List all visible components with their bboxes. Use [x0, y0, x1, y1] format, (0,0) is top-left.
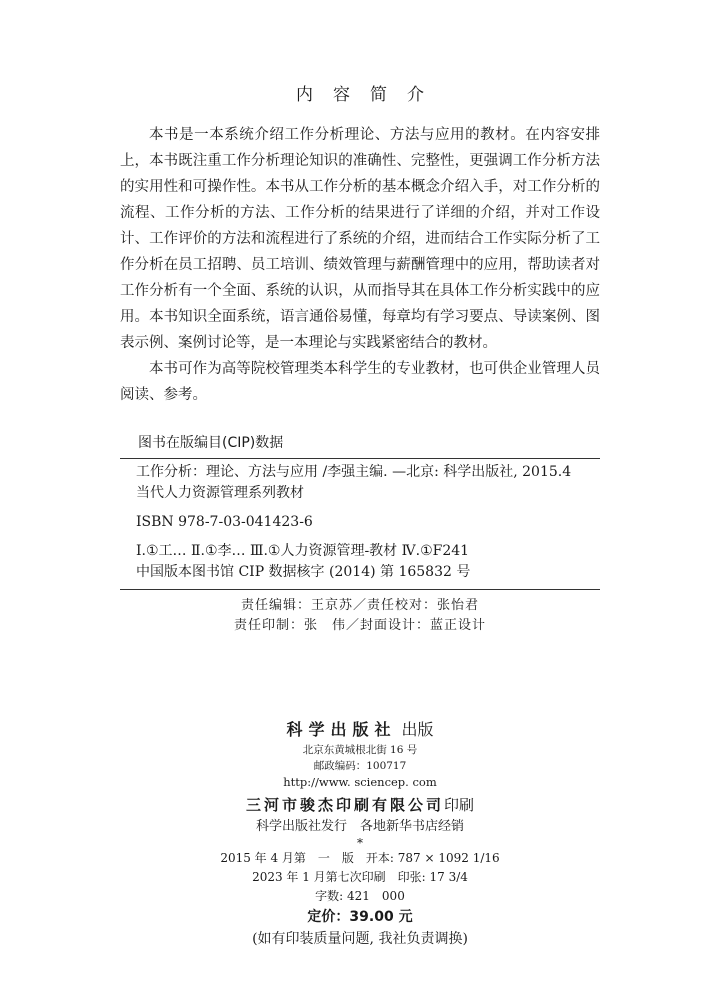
publisher-address: 北京东黄城根北街 16 号: [302, 744, 418, 756]
cip-bottom-rule: [120, 589, 600, 590]
intro-paragraph-2: 本书可作为高等院校管理类本科学生的专业教材，也可供企业管理人员阅读、参考。: [120, 361, 600, 403]
credits-line-2: 责任印制：张 伟／封面设计：蓝正设计: [233, 618, 486, 633]
cip-title-line: 工作分析：理论、方法与应用 /李强主编. —北京: 科学出版社, 2015.4: [136, 464, 572, 480]
publisher-suffix: 出版: [401, 720, 434, 739]
separator-star: *: [357, 836, 363, 850]
cip-label: 图书在版编目(CIP)数据: [138, 435, 284, 451]
cip-record-number: 中国版本图书馆 CIP 数据核字 (2014) 第 165832 号: [136, 564, 471, 580]
page-title: 内容简介: [296, 85, 444, 105]
cip-data: [136, 462, 596, 583]
publisher-line: [0, 718, 720, 742]
price: 定价：39.00 元: [307, 909, 413, 925]
distribution-line: 科学出版社发行 各地新华书店经销: [255, 819, 464, 834]
quality-notice: (如有印装质量问题, 我社负责调换): [252, 931, 468, 947]
publisher-url: http://www. sciencep. com: [283, 775, 437, 789]
printer-line: [0, 793, 720, 817]
intro-paragraph-1: 本书是一本系统介绍工作分析理论、方法与应用的教材。在内容安排上，本书既注重工作分析理论知识的准确性、完整性，更强调工作分析方法的实用性和可操作性。本书从工作分析的基本概念介绍入手，对工作分析的流程、工作分析的方法、工作分析的结果进行了详细的介绍，并对工作设计、工作评价的方法和流程进行了系统的介绍，进而结合工作实际分析了工作分析在员工招聘、员工培训、绩效管理与薪酬管理中的应用，帮助读者对工作分析有一个全面、系统的认识，从而指导其在具体工作分析实践中的应用。本书知识全面系统，语言通俗易懂，每章均有学习要点、导读案例、图表示例、案例讨论等，是一本理论与实践紧密结合的教材。: [120, 127, 600, 351]
cip-top-rule: [120, 458, 600, 459]
publisher-name: 科学出版社: [286, 720, 397, 739]
cip-classification: Ⅰ.①工… Ⅱ.①李… Ⅲ.①人力资源管理-教材 Ⅳ.①F241: [136, 543, 470, 559]
cip-isbn: ISBN 978-7-03-041423-6: [136, 514, 313, 530]
printer-suffix: 印刷: [444, 796, 475, 814]
book-introduction: [120, 122, 600, 408]
staff-credits: [0, 596, 720, 636]
edition-line-2: 2023 年 1 月第七次印刷 印张: 17 3/4: [252, 870, 468, 884]
colophon: [0, 718, 720, 950]
edition-line-1: 2015 年 4 月第 一 版 开本: 787 × 1092 1/16: [220, 851, 500, 865]
printer-name: 三河市骏杰印刷有限公司: [245, 796, 444, 814]
cip-series-line: 当代人力资源管理系列教材: [136, 485, 304, 501]
postcode: 邮政编码：100717: [313, 760, 407, 772]
credits-line-1: 责任编辑：王京苏／责任校对：张怡君: [240, 598, 479, 613]
word-count: 字数: 421 000: [315, 889, 405, 903]
